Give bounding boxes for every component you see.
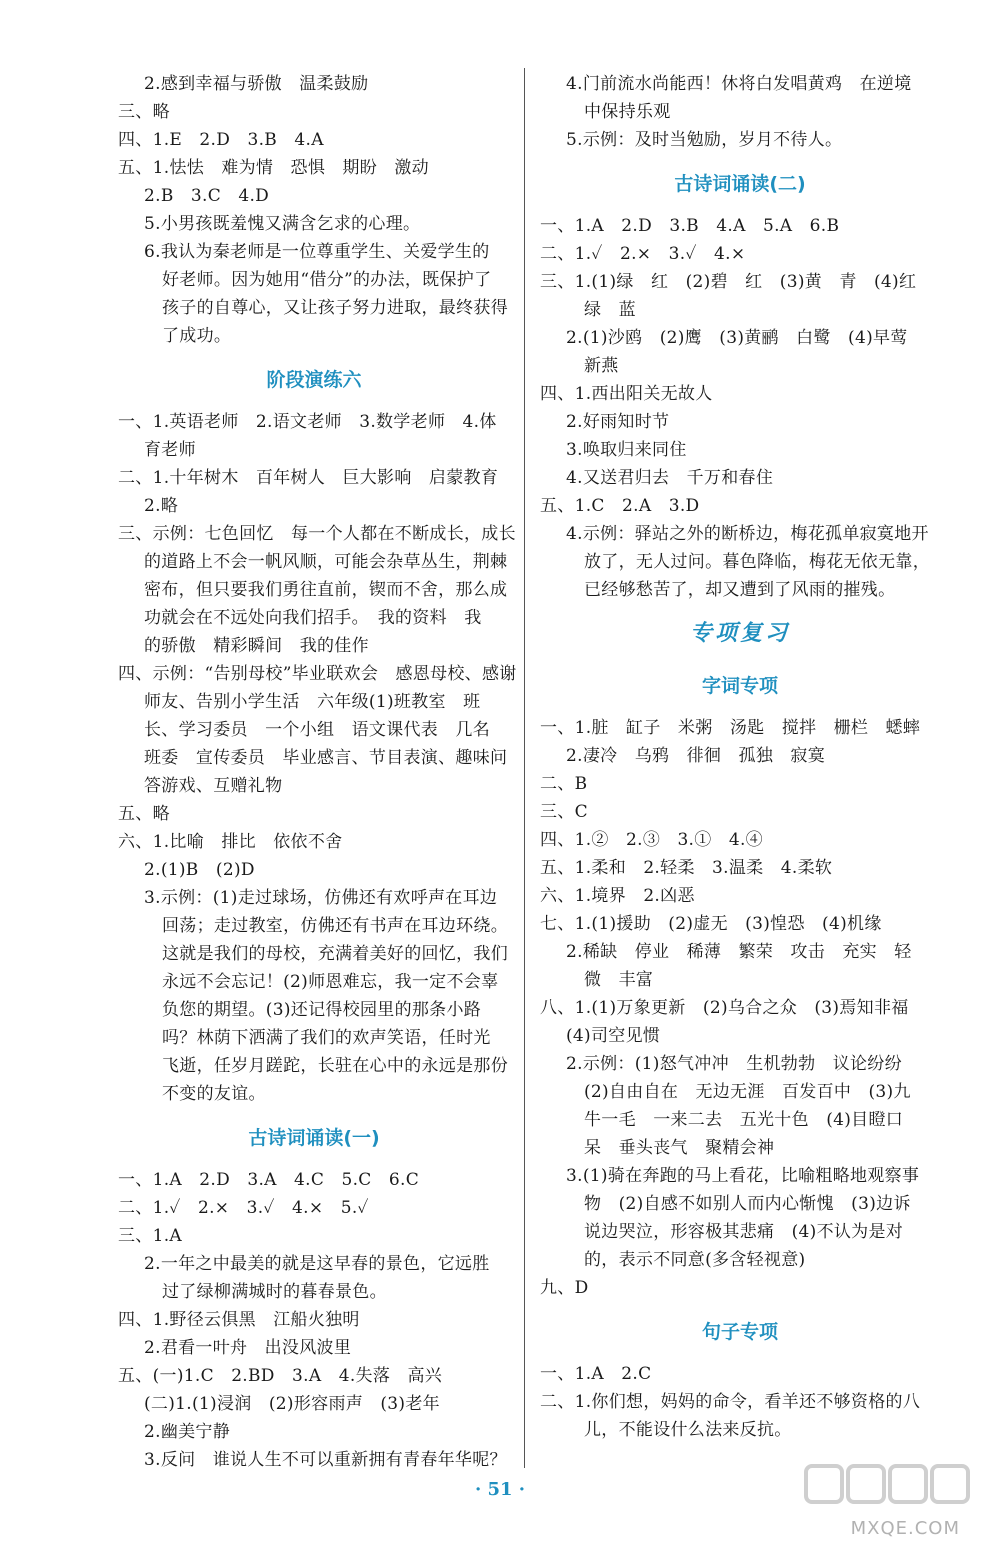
- section-heading: 句子专项: [701, 1321, 778, 1343]
- answer-line: 的骄傲 精彩瞬间 我的佳作: [144, 636, 369, 656]
- answer-line: 一、1.A 2.D 3.A 4.C 5.C 6.C: [118, 1170, 420, 1190]
- answer-line: 长、学习委员 一个小组 语文课代表 几名: [144, 720, 490, 740]
- section-heading: 古诗词诵读(二): [674, 173, 806, 195]
- answer-line: 班委 宣传委员 毕业感言、节目表演、趣味问: [144, 748, 508, 768]
- answer-line: 2.凄冷 乌鸦 徘徊 孤独 寂寞: [566, 746, 826, 766]
- answer-line: 师友、告别小学生活 六年级(1)班教室 班: [144, 692, 481, 712]
- answer-line: 4.门前流水尚能西！休将白发唱黄鸡 在逆境: [566, 74, 912, 94]
- answer-line: 2.君看一叶舟 出没风波里: [144, 1338, 352, 1358]
- answer-line: 二、1.你们想，妈妈的命令，看羊还不够资格的八: [540, 1392, 921, 1412]
- answer-line: 六、1.比喻 排比 依依不舍: [118, 832, 343, 852]
- answer-line: 一、1.脏 缸子 米粥 汤匙 搅拌 栅栏 蟋蟀: [540, 718, 921, 738]
- answer-line: 二、1.✓ 2.× 3.✓ 4.×: [540, 244, 746, 264]
- answer-line: 的，表示不同意(多含轻视意): [584, 1250, 806, 1270]
- answer-line: 儿，不能设什么法来反抗。: [584, 1420, 792, 1440]
- answer-line: 4.又送君归去 千万和春住: [566, 468, 774, 488]
- answer-line: 五、1.C 2.A 3.D: [540, 496, 700, 516]
- answer-line: 3.反问 谁说人生不可以重新拥有青春年华呢？: [144, 1450, 507, 1470]
- answer-line: 了成功。: [162, 326, 232, 346]
- answer-line: 四、示例：“告别母校”毕业联欢会 感恩母校、感谢: [118, 664, 517, 684]
- answer-line: 放了，无人过问。暮色降临，梅花无依无靠，: [584, 552, 930, 572]
- answer-line: 的道路上不会一帆风顺，可能会杂草丛生，荆棘: [144, 552, 508, 572]
- answer-line: 2.一年之中最美的就是这早春的景色，它远胜: [144, 1254, 490, 1274]
- answer-line: 九、D: [540, 1278, 589, 1298]
- answer-line: 六、1.境界 2.凶恶: [540, 886, 695, 906]
- answer-line: 中保持乐观: [584, 102, 671, 122]
- answer-line: 四、1.野径云俱黑 江船火独明: [118, 1310, 360, 1330]
- answer-line: 负您的期望。(3)还记得校园里的那条小路: [162, 1000, 482, 1020]
- section-heading: 字词专项: [701, 675, 778, 697]
- answer-line: 七、1.(1)援助 (2)虚无 (3)惶恐 (4)机缘: [540, 914, 882, 934]
- answer-line: 三、示例：七色回忆 每一个人都在不断成长，成长: [118, 524, 516, 544]
- answer-line: 三、C: [540, 802, 588, 822]
- answer-line: 回荡；走过教室，仿佛还有书声在耳边环绕。: [162, 916, 508, 936]
- answer-line: 5.示例：及时当勉励，岁月不待人。: [566, 130, 843, 150]
- answer-line: 永远不会忘记！(2)师恩难忘，我一定不会辜: [162, 972, 499, 992]
- watermark-text: MXQE.COM: [850, 1518, 960, 1539]
- answer-line: 育老师: [144, 440, 196, 460]
- answer-line: 三、1.(1)绿 红 (2)碧 红 (3)黄 青 (4)红: [540, 272, 917, 292]
- answer-line: 物 (2)自感不如别人而内心惭愧 (3)边诉: [584, 1194, 911, 1214]
- section-heading: 专项复习: [689, 621, 790, 646]
- answer-line: 二、1.✓ 2.× 3.✓ 4.× 5.✓: [118, 1198, 369, 1218]
- answer-line: 二、1.十年树木 百年树人 巨大影响 启蒙教育: [118, 468, 499, 488]
- answer-line: 2.好雨知时节: [566, 412, 670, 432]
- answer-line: 3.(1)骑在奔跑的马上看花，比喻粗略地观察事: [566, 1166, 920, 1186]
- answer-line: 飞逝，任岁月蹉跎，长驻在心中的永远是那份: [162, 1056, 508, 1076]
- answer-line: 2.B 3.C 4.D: [144, 186, 270, 206]
- answer-line: 2.(1)沙鸥 (2)鹰 (3)黄鹂 白鹭 (4)早莺: [566, 328, 908, 348]
- answer-line: 四、1.② 2.③ 3.① 4.④: [540, 830, 763, 850]
- answer-line: 孩子的自尊心，又让孩子努力进取，最终获得: [162, 298, 508, 318]
- answer-line: 2.(1)B (2)D: [144, 860, 255, 880]
- answer-line: 2.稀缺 停业 稀薄 繁荣 攻击 充实 轻: [566, 942, 912, 962]
- answer-line: 答游戏、互赠礼物: [144, 776, 283, 796]
- answer-line: 三、1.A: [118, 1226, 182, 1246]
- answer-line: 绿 蓝: [584, 300, 636, 320]
- answer-line: 五、略: [118, 804, 170, 824]
- answer-line: 2.感到幸福与骄傲 温柔鼓励: [144, 74, 369, 94]
- answer-line: (二)1.(1)浸润 (2)形容雨声 (3)老年: [144, 1394, 440, 1414]
- right-column: [540, 70, 940, 1444]
- answer-line: 二、B: [540, 774, 588, 794]
- answer-line: 不变的友谊。: [162, 1084, 266, 1104]
- answer-line: 说边哭泣，形容极其悲痛 (4)不认为是对: [584, 1222, 904, 1242]
- answer-line: 过了绿柳满城时的暮春景色。: [162, 1282, 387, 1302]
- answer-line: 6.我认为秦老师是一位尊重学生、关爱学生的: [144, 242, 490, 262]
- answer-line: 呆 垂头丧气 聚精会神: [584, 1138, 775, 1158]
- left-column: [118, 70, 517, 1474]
- page-number: · 51 ·: [474, 1479, 526, 1500]
- answer-line: (2)自由自在 无边无涯 百发百中 (3)九: [584, 1082, 911, 1102]
- answer-line: (4)司空见惯: [566, 1026, 661, 1046]
- answer-line: 一、1.A 2.C: [540, 1364, 652, 1384]
- answer-line: 三、略: [118, 102, 170, 122]
- answer-line: 五、(一)1.C 2.BD 3.A 4.失落 高兴: [118, 1366, 443, 1386]
- answer-line: 一、1.A 2.D 3.B 4.A 5.A 6.B: [540, 216, 840, 236]
- section-heading: 阶段演练六: [266, 369, 362, 391]
- answer-line: 3.唤取归来同住: [566, 440, 687, 460]
- answer-line: 四、1.E 2.D 3.B 4.A: [118, 130, 324, 150]
- answer-line: 牛一毛 一来二去 五光十色 (4)目瞪口: [584, 1110, 904, 1130]
- answer-line: 3.示例：(1)走过球场，仿佛还有欢呼声在耳边: [144, 888, 498, 908]
- answer-line: 五、1.怯怯 难为情 恐惧 期盼 激动: [118, 158, 429, 178]
- answer-line: 一、1.英语老师 2.语文老师 3.数学老师 4.体: [118, 412, 497, 432]
- answer-line: 2.幽美宁静: [144, 1422, 231, 1442]
- answer-line: 4.示例：驿站之外的断桥边，梅花孤单寂寞地开: [566, 524, 929, 544]
- answer-line: 2.略: [144, 496, 179, 516]
- answer-line: 吗？林荫下洒满了我们的欢声笑语，任时光: [162, 1028, 491, 1048]
- answer-line: 2.示例：(1)怒气冲冲 生机勃勃 议论纷纷: [566, 1054, 902, 1074]
- answer-line: 已经够愁苦了，却又遭到了风雨的摧残。: [584, 580, 896, 600]
- answer-line: 四、1.西出阳关无故人: [540, 384, 713, 404]
- column-divider: [524, 68, 525, 1468]
- answer-line: 微 丰富: [584, 970, 654, 990]
- section-heading: 古诗词诵读(一): [248, 1127, 380, 1149]
- answer-line: 五、1.柔和 2.轻柔 3.温柔 4.柔软: [540, 858, 833, 878]
- answer-line: 八、1.(1)万象更新 (2)乌合之众 (3)焉知非福: [540, 998, 909, 1018]
- answer-line: 这就是我们的母校，充满着美好的回忆，我们: [162, 944, 508, 964]
- answer-line: 5.小男孩既羞愧又满含乞求的心理。: [144, 214, 421, 234]
- answer-line: 功就会在不远处向我们招手。 我的资料 我: [144, 608, 482, 628]
- answer-line: 新燕: [584, 356, 619, 376]
- answer-line: 好老师。因为她用“借分”的办法，既保护了: [162, 270, 492, 290]
- answer-line: 密布，但只要我们勇往直前，锲而不舍，那么成: [144, 580, 508, 600]
